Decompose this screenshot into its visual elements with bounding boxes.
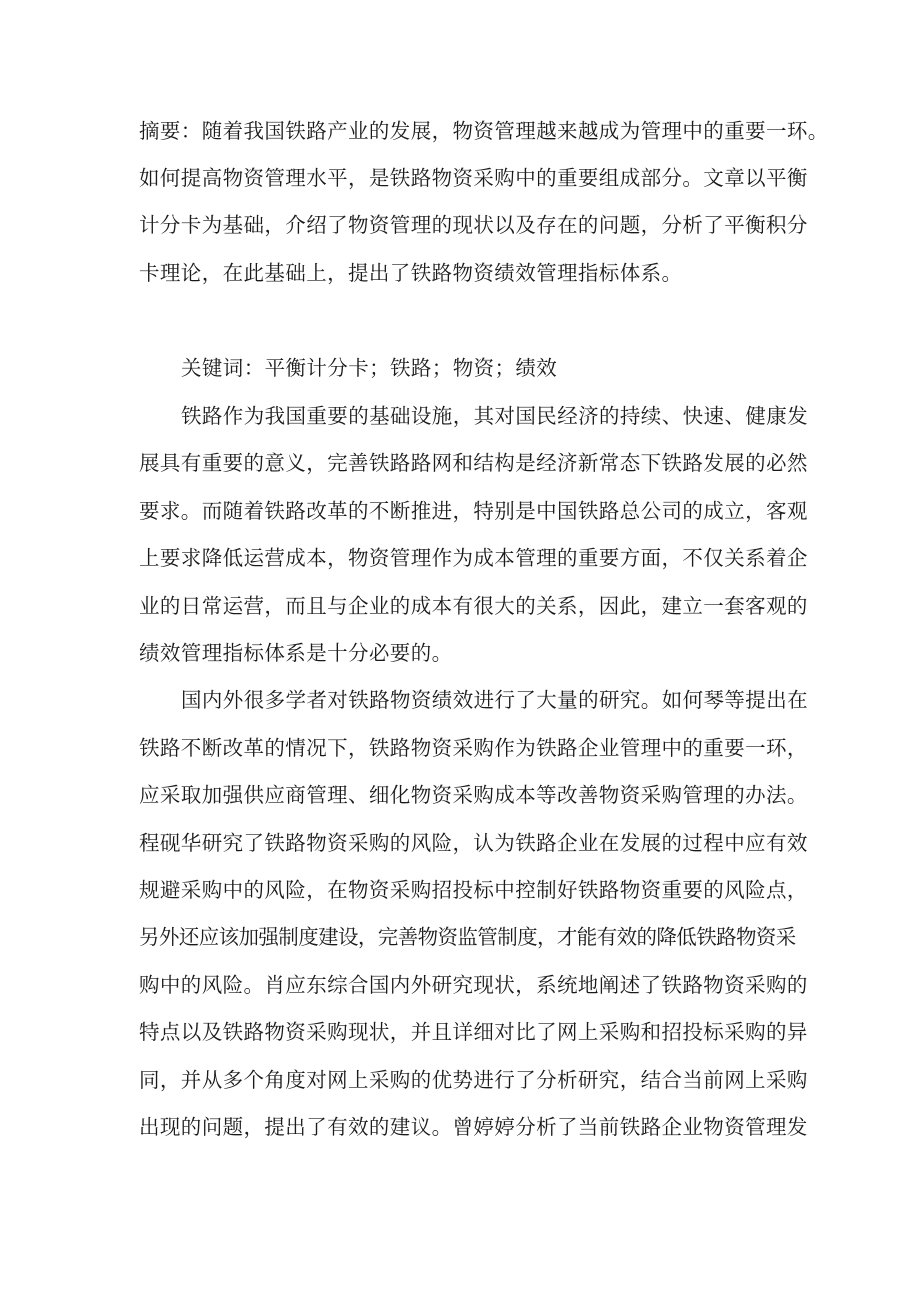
abstract-line: 卡理论，在此基础上，提出了铁路物资绩效管理指标体系。 xyxy=(139,261,683,285)
paragraph-line: 上要求降低运营成本，物资管理作为成本管理的重要方面，不仅关系着企 xyxy=(139,546,808,570)
paragraph-line: 另外还应该加强制度建设，完善物资监管制度，才能有效的降低铁路物资采 xyxy=(139,925,796,949)
paragraph-line: 规避采购中的风险，在物资采购招投标中控制好铁路物资重要的风险点， xyxy=(139,878,808,902)
keywords-line: 关键词：平衡计分卡；铁路；物资；绩效 xyxy=(181,356,558,380)
paragraph-line: 应采取加强供应商管理、细化物资采购成本等改善物资采购管理的办法。 xyxy=(139,783,808,807)
paragraph-line: 同，并从多个角度对网上采购的优势进行了分析研究，结合当前网上采购 xyxy=(139,1068,808,1092)
paragraph-line: 程砚华研究了铁路物资采购的风险，认为铁路企业在发展的过程中应有效 xyxy=(139,831,808,855)
paragraph-line: 要求。而随着铁路改革的不断推进，特别是中国铁路总公司的成立，客观 xyxy=(139,499,808,523)
paragraph-line: 国内外很多学者对铁路物资绩效进行了大量的研究。如何琴等提出在 xyxy=(181,688,808,712)
paragraph-line: 铁路不断改革的情况下，铁路物资采购作为铁路企业管理中的重要一环， xyxy=(139,736,808,760)
paragraph-line: 业的日常运营，而且与企业的成本有很大的关系，因此，建立一套客观的 xyxy=(139,594,808,618)
paragraph-line: 铁路作为我国重要的基础设施，其对国民经济的持续、快速、健康发 xyxy=(181,404,808,428)
paragraph-line: 展具有重要的意义，完善铁路路网和结构是经济新常态下铁路发展的必然 xyxy=(139,451,808,475)
abstract-line: 摘要：随着我国铁路产业的发展，物资管理越来越成为管理中的重要一环。 xyxy=(139,119,829,143)
abstract-line: 计分卡为基础，介绍了物资管理的现状以及存在的问题，分析了平衡积分 xyxy=(139,213,808,237)
paragraph-line: 特点以及铁路物资采购现状，并且详细对比了网上采购和招投标采购的异 xyxy=(139,1020,808,1044)
paragraph-line: 绩效管理指标体系是十分必要的。 xyxy=(139,641,453,665)
abstract-line: 如何提高物资管理水平，是铁路物资采购中的重要组成部分。文章以平衡 xyxy=(139,166,808,190)
paragraph-line: 购中的风险。肖应东综合国内外研究现状，系统地阐述了铁路物资采购的 xyxy=(139,973,808,997)
paragraph-line: 出现的问题，提出了有效的建议。曾婷婷分析了当前铁路企业物资管理发 xyxy=(139,1115,808,1139)
